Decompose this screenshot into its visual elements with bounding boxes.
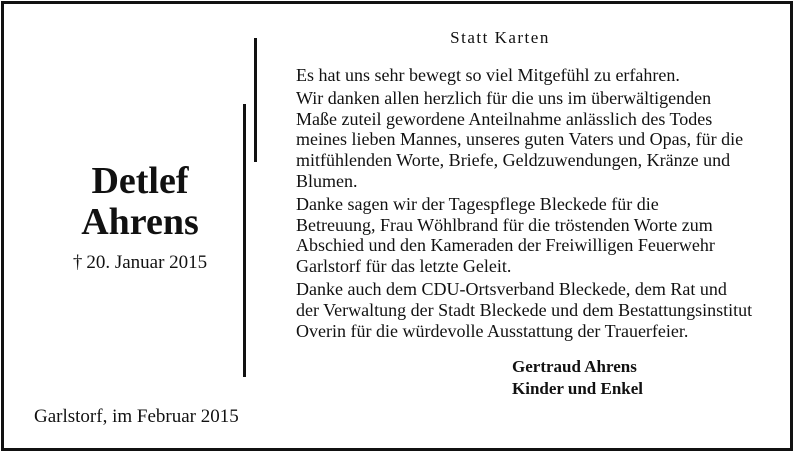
paragraph: [296, 279, 766, 341]
text-line: Overin für die würdevolle Ausstattung der Trauerfeier.: [296, 320, 689, 341]
text-line: Garlstorf für das letzte Geleit.: [296, 256, 512, 277]
text-line: mitfühlenden Worte, Briefe, Geldzuwendungen, Kränze und: [296, 150, 731, 171]
signature-block: [512, 356, 643, 400]
text-line: Danke auch dem CDU-Ortsverband Bleckede, dem Rat und: [296, 278, 727, 299]
deceased-first-name: Detlef: [91, 160, 189, 202]
paragraph: [296, 88, 766, 192]
vertical-rule-upper: [254, 38, 257, 162]
cross-icon: †: [72, 252, 83, 273]
notice-header: Statt Karten: [450, 28, 550, 47]
place-and-date: Garlstorf, im Februar 2015: [34, 406, 239, 427]
paragraph: [296, 65, 766, 86]
death-date-line: [40, 252, 240, 274]
vertical-rule-lower: [243, 104, 246, 377]
text-line: Es hat uns sehr bewegt so viel Mitgefühl zu erfahren.: [296, 65, 680, 85]
paragraph: [296, 194, 766, 277]
signature-family: Kinder und Enkel: [512, 379, 644, 398]
notice-body: [296, 65, 766, 343]
text-line: der Verwaltung der Stadt Bleckede und dem Bestattungsinstitut: [296, 299, 753, 320]
text-line: meines lieben Mannes, unseres guten Vaters und Opas, für die: [296, 129, 744, 150]
text-line: Blumen.: [296, 170, 358, 191]
signature-name: Gertraud Ahrens: [512, 357, 637, 376]
death-date: 20. Januar 2015: [86, 252, 208, 273]
deceased-last-name: Ahrens: [81, 201, 199, 243]
text-line: Wir danken allen herzlich für die uns im überwältigenden: [296, 87, 712, 108]
text-line: Maße zuteil gewordene Anteilnahme anlässlich des Todes: [296, 108, 713, 129]
text-line: Betreuung, Frau Wöhlbrand für die tröstenden Worte zum: [296, 214, 713, 235]
text-line: Abschied und den Kameraden der Freiwilligen Feuerwehr: [296, 235, 715, 256]
text-line: Danke sagen wir der Tagespflege Bleckede für die: [296, 193, 659, 214]
